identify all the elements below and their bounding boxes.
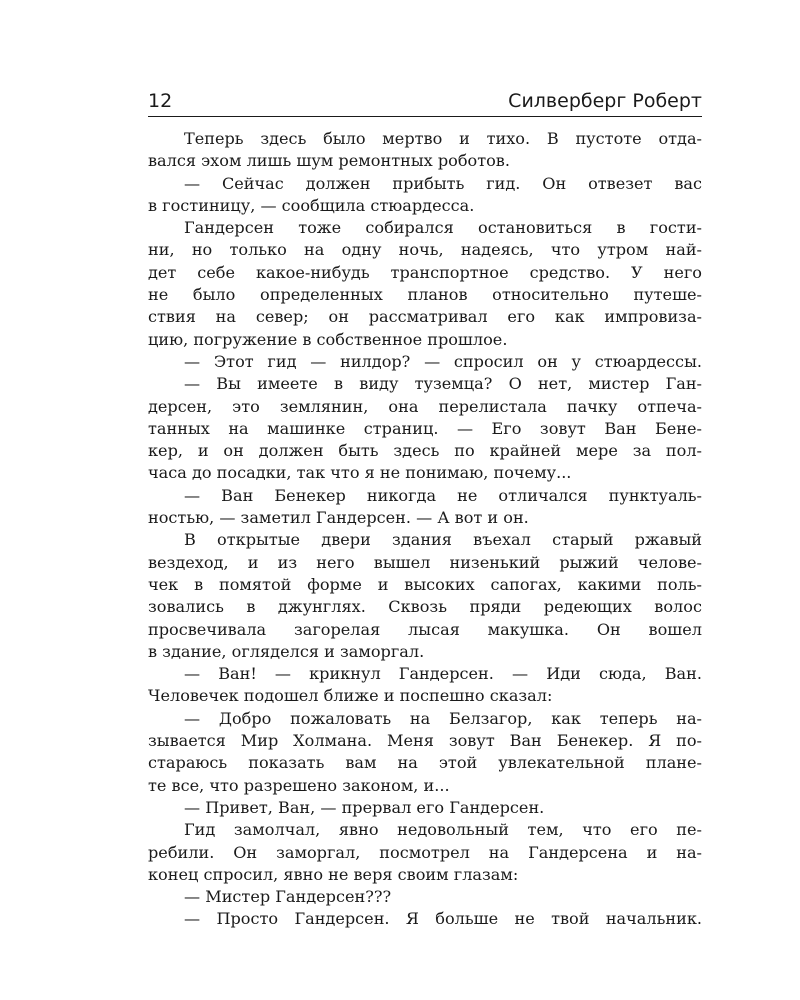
text-line: — Вы имеете в виду туземца? О нет, мистер Ган-	[184, 374, 702, 394]
text-line: вался эхом лишь шум ремонтных роботов.	[148, 151, 510, 171]
text-line: в здание, огляделся и заморгал.	[148, 641, 425, 661]
text-line: танных на машинке страниц. — Его зовут Ван Бене-	[148, 418, 702, 438]
page-number: 12	[148, 90, 173, 112]
text-line: — Ван! — крикнул Гандерсен. — Иди сюда, Ван.	[184, 664, 702, 684]
text-line: стараюсь показать вам на этой увлекательной плане-	[148, 753, 702, 773]
text-line: дет себе какое-нибудь транспортное средство. У него	[148, 262, 702, 282]
text-line: просвечивала загорелая лысая макушка. Он вошел	[148, 619, 702, 639]
text-line: кер, и он должен быть здесь по крайней мере за пол-	[148, 441, 702, 461]
text-line: часа до посадки, так что я не понимаю, почему...	[148, 463, 572, 483]
running-head	[148, 88, 702, 114]
text-line: ствия на север; он рассматривал его как импровиза-	[148, 307, 702, 327]
text-line: — Добро пожаловать на Белзагор, как теперь на-	[184, 708, 702, 728]
text-line: Гандерсен тоже собирался остановиться в гости-	[184, 218, 702, 238]
text-line: В открытые двери здания въехал старый ржавый	[184, 530, 702, 550]
text-line: цию, погружение в собственное прошлое.	[148, 329, 508, 349]
text-line: зовались в джунглях. Сквозь пряди редеющих волос	[148, 597, 702, 617]
text-line: ностью, — заметил Гандерсен. — А вот и он.	[148, 508, 529, 528]
text-line: в гостиницу, — сообщила стюардесса.	[148, 195, 475, 215]
text-line: — Мистер Гандерсен???	[184, 887, 392, 907]
text-line: — Просто Гандерсен. Я больше не твой начальник.	[184, 909, 702, 929]
header-rule	[148, 116, 702, 117]
text-line: Гид замолчал, явно недовольный тем, что его пе-	[184, 820, 702, 840]
text-line: чек в помятой форме и высоких сапогах, какими поль-	[148, 574, 702, 594]
text-line: вездеход, и из него вышел низенький рыжий челове-	[148, 552, 702, 572]
text-line: дерсен, это землянин, она перелистала пачку отпеча-	[148, 396, 702, 416]
text-line: зывается Мир Холмана. Меня зовут Ван Бенекер. Я по-	[148, 731, 702, 751]
text-line: ребили. Он заморгал, посмотрел на Гандерсена и на-	[148, 842, 702, 862]
book-page	[148, 88, 702, 931]
running-title: Силверберг Роберт	[508, 90, 702, 112]
text-line: — Ван Бенекер никогда не отличался пунктуаль-	[184, 485, 702, 505]
text-line: Человечек подошел ближе и поспешно сказал:	[148, 686, 553, 706]
text-line: не было определенных планов относительно путеше-	[148, 285, 702, 305]
body-text	[148, 128, 702, 931]
text-line: Теперь здесь было мертво и тихо. В пустоте отда-	[184, 129, 702, 148]
text-line: — Привет, Ван, — прервал его Гандерсен.	[184, 797, 545, 817]
text-line: — Этот гид — нилдор? — спросил он у стюардессы.	[184, 351, 702, 371]
text-line: — Сейчас должен прибыть гид. Он отвезет вас	[184, 173, 702, 193]
text-line: конец спросил, явно не веря своим глазам:	[148, 864, 519, 884]
text-line: те все, что разрешено законом, и...	[148, 775, 450, 795]
text-line: ни, но только на одну ночь, надеясь, что утром най-	[148, 240, 702, 260]
